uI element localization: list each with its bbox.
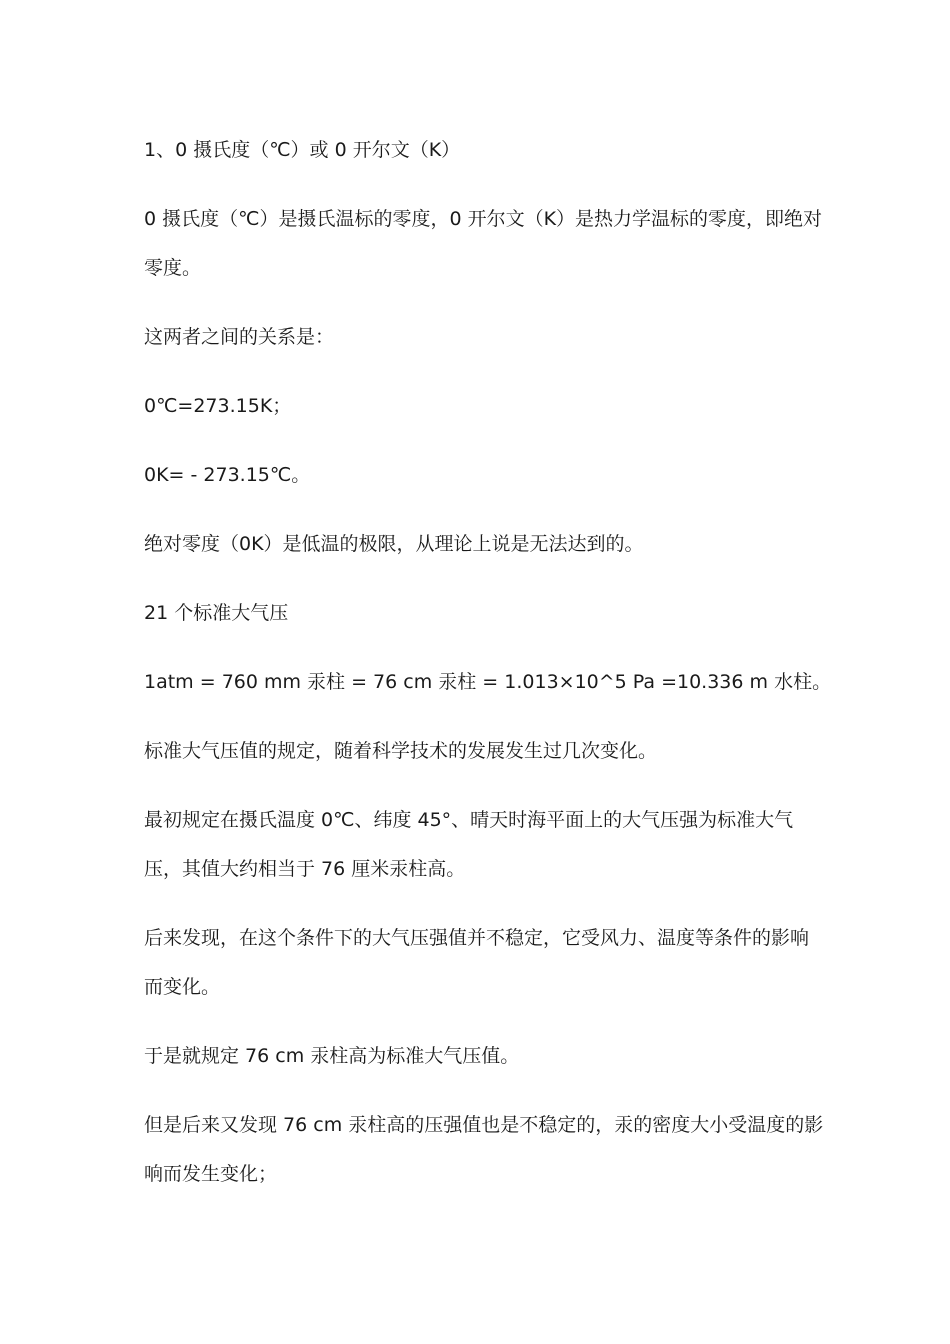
paragraph-mercury-density: 但是后来又发现 76 cm 汞柱高的压强值也是不稳定的，汞的密度大小受温度的影响而发生变化； xyxy=(144,1114,824,1185)
formula-kelvin-to-celsius: 0K= - 273.15℃。 xyxy=(144,464,311,486)
formula-atm-conversion: 1atm = 760 mm 汞柱 = 76 cm 汞柱 = 1.013×10^5 Pa =10.336 m 水柱。 xyxy=(144,671,832,693)
paragraph-initial-definition: 最初规定在摄氏温度 0℃、纬度 45°、晴天时海平面上的大气压强为标准大气压，其值大约相当于 76 厘米汞柱高。 xyxy=(144,809,794,880)
paragraph-absolute-zero: 绝对零度（0K）是低温的极限，从理论上说是无法达到的。 xyxy=(144,533,644,555)
paragraph-instability: 后来发现，在这个条件下的大气压强值并不稳定，它受风力、温度等条件的影响而变化。 xyxy=(144,927,810,998)
paragraph-76cm-standard: 于是就规定 76 cm 汞柱高为标准大气压值。 xyxy=(144,1045,520,1067)
paragraph-zero-definition: 0 摄氏度（℃）是摄氏温标的零度，0 开尔文（K）是热力学温标的零度，即绝对零度。 xyxy=(144,208,823,279)
formula-celsius-to-kelvin: 0℃=273.15K； xyxy=(144,395,292,417)
section-heading-temperature: 1、0 摄氏度（℃）或 0 开尔文（K） xyxy=(144,139,461,161)
paragraph-relation-intro: 这两者之间的关系是： xyxy=(144,326,335,348)
document-body xyxy=(144,126,832,1219)
paragraph-standard-changes: 标准大气压值的规定，随着科学技术的发展发生过几次变化。 xyxy=(144,740,658,762)
section-heading-atmosphere: 21 个标准大气压 xyxy=(144,602,289,624)
